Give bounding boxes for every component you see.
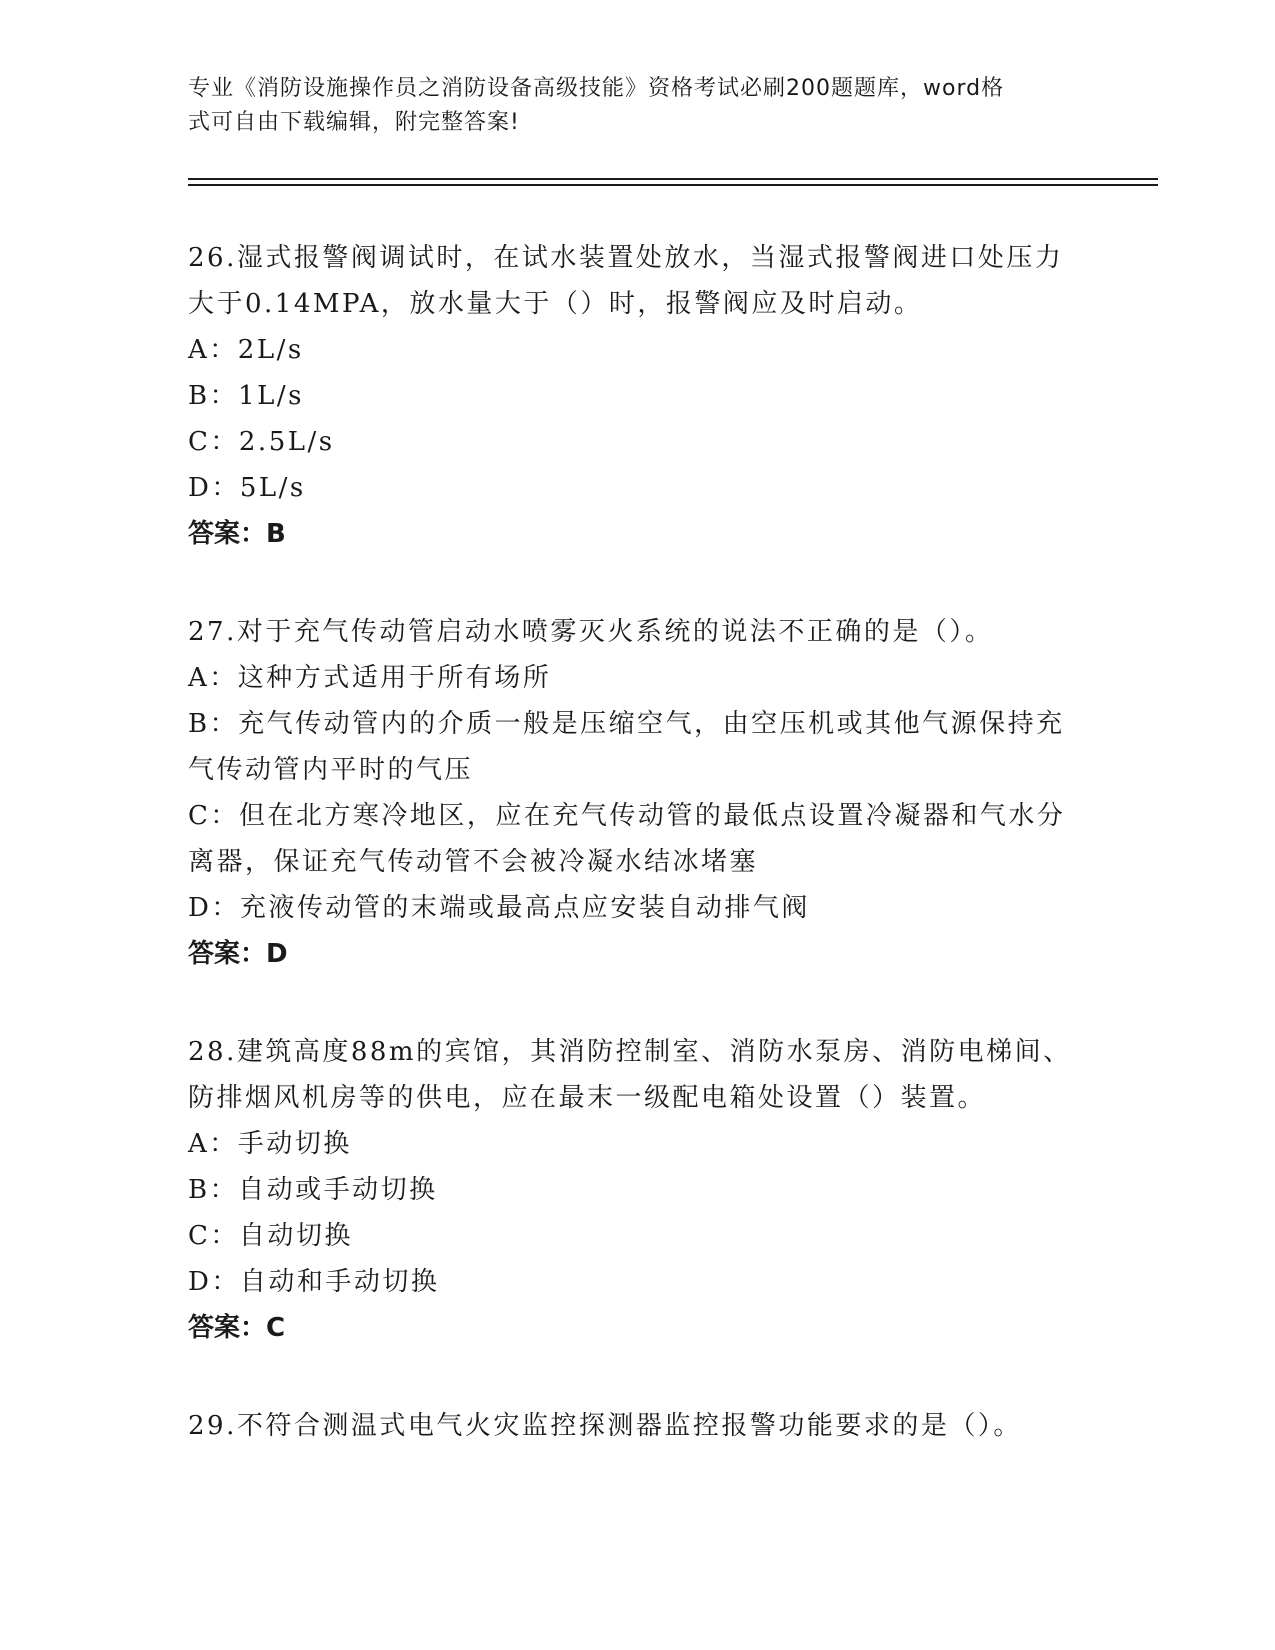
option-b: B：自动或手动切换 bbox=[188, 1175, 438, 1205]
answer-label: 答案：B bbox=[188, 519, 286, 549]
question-28 bbox=[188, 1029, 1088, 1351]
option-d: D：5L/s bbox=[188, 473, 306, 503]
option-c: C：但在北方寒冷地区，应在充气传动管的最低点设置冷凝器和气水分 bbox=[188, 801, 1066, 831]
option-a: A：手动切换 bbox=[188, 1129, 352, 1159]
answer-label: 答案：D bbox=[188, 939, 288, 969]
question-stem-line: 29.不符合测温式电气火灾监控探测器监控报警功能要求的是（）。 bbox=[188, 1411, 1022, 1441]
option-d: D：自动和手动切换 bbox=[188, 1267, 440, 1297]
question-stem-line: 26.湿式报警阀调试时，在试水装置处放水，当湿式报警阀进口处压力 bbox=[188, 243, 1064, 273]
question-stem-line: 28.建筑高度88m的宾馆，其消防控制室、消防水泵房、消防电梯间、 bbox=[188, 1037, 1072, 1067]
question-stem-line: 防排烟风机房等的供电，应在最末一级配电箱处设置（）装置。 bbox=[188, 1083, 987, 1113]
option-c: C：2.5L/s bbox=[188, 427, 335, 457]
option-b: B：充气传动管内的介质一般是压缩空气，由空压机或其他气源保持充 bbox=[188, 709, 1065, 739]
option-b: B：1L/s bbox=[188, 381, 305, 411]
header-line-1: 专业《消防设施操作员之消防设备高级技能》资格考试必刷200题题库，word格 bbox=[188, 76, 1005, 101]
question-26 bbox=[188, 235, 1088, 557]
option-a: A：2L/s bbox=[188, 335, 304, 365]
option-d: D：充液传动管的末端或最高点应安装自动排气阀 bbox=[188, 893, 810, 923]
option-c: C：自动切换 bbox=[188, 1221, 353, 1251]
header-divider-bottom bbox=[188, 184, 1158, 186]
header-divider-top bbox=[188, 178, 1158, 180]
header-line-2: 式可自由下载编辑，附完整答案! bbox=[188, 110, 520, 135]
question-27 bbox=[188, 609, 1088, 977]
document-header bbox=[188, 72, 1088, 140]
question-stem-line: 大于0.14MPA，放水量大于（）时，报警阀应及时启动。 bbox=[188, 289, 923, 319]
option-c-continued: 离器，保证充气传动管不会被冷凝水结冰堵塞 bbox=[188, 847, 759, 877]
option-a: A：这种方式适用于所有场所 bbox=[188, 663, 552, 693]
answer-label: 答案：C bbox=[188, 1313, 286, 1343]
question-list bbox=[188, 235, 1088, 1449]
question-stem-line: 27.对于充气传动管启动水喷雾灭火系统的说法不正确的是（）。 bbox=[188, 617, 994, 647]
question-29 bbox=[188, 1403, 1088, 1449]
option-b-continued: 气传动管内平时的气压 bbox=[188, 755, 474, 785]
